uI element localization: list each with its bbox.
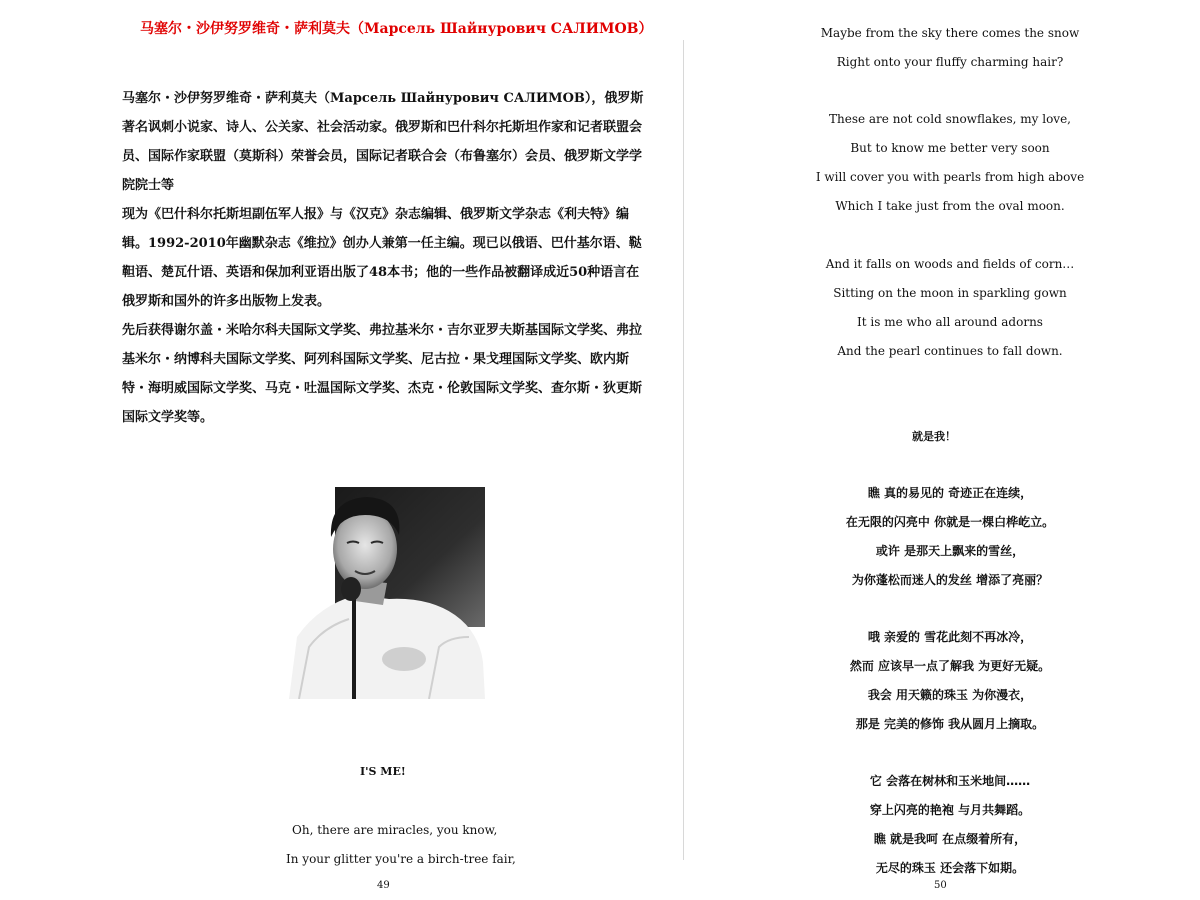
author-biography [122, 84, 647, 432]
page-divider [683, 40, 684, 860]
author-photo [279, 487, 485, 699]
poem-line: Sitting on the moon in sparkling gown [833, 286, 1067, 300]
poem-line: 那是 完美的修饰 我从圆月上摘取。 [855, 717, 1045, 731]
poem-line: And it falls on woods and fields of corn… [825, 257, 1075, 271]
page-number: 50 [934, 880, 947, 891]
bio-paragraph: 马塞尔・沙伊努罗维奇・萨利莫夫（Марсель Шайнурович САЛИМОВ），俄罗斯著名讽刺小说家、诗人、公关家、社会活动家。俄罗斯和巴什科尔托斯坦作家和记者联盟会员、国际作家联盟（莫斯科）荣誉会员，国际记者联合会（布鲁塞尔）会员、俄罗斯文学学院院士等 [122, 91, 644, 193]
poem-stanza [800, 105, 1100, 221]
poem-line: These are not cold snowflakes, my love, [828, 112, 1071, 126]
poem-line: But to know me better very soon [850, 141, 1050, 155]
poem-line: 为你蓬松而迷人的发丝 增添了亮丽？ [851, 573, 1049, 587]
chinese-poem-stanza [785, 767, 1115, 883]
bio-paragraph: 先后获得谢尔盖・米哈尔科夫国际文学奖、弗拉基米尔・吉尔亚罗夫斯基国际文学奖、弗拉基米尔・纳博科夫国际文学奖、阿列科国际文学奖、尼古拉・果戈理国际文学奖、欧内斯特・海明威国际文学奖、马克・吐温国际文学奖、杰克・伦敦国际文学奖、查尔斯・狄更斯国际文学奖等。 [122, 323, 643, 425]
poem-line: And the pearl continues to fall down. [837, 344, 1063, 358]
poem-line: Maybe from the sky there comes the snow [820, 26, 1080, 40]
poem-title: I'S ME! [360, 765, 406, 778]
poem-line: 它 会落在树林和玉米地间…… [869, 774, 1031, 788]
poem-line: 然而 应该早一点了解我 为更好无疑。 [849, 659, 1051, 673]
poem-line: 瞧 就是我呵 在点缀着所有， [873, 832, 1027, 846]
chinese-poem-stanza [785, 479, 1115, 595]
poem-line: Oh, there are miracles, you know, [292, 823, 498, 837]
poem-line: 哦 亲爱的 雪花此刻不再冰冷， [867, 630, 1033, 644]
poem-line: I will cover you with pearls from high above [815, 170, 1085, 184]
poem-line: In your glitter you're a birch-tree fair, [286, 852, 516, 866]
chinese-poem-title: 就是我！ [912, 430, 956, 443]
poem-stanza [800, 19, 1100, 77]
poem-line: 在无限的闪亮中 你就是一棵白桦屹立。 [845, 515, 1055, 529]
bio-paragraph: 现为《巴什科尔托斯坦副伍军人报》与《汉克》杂志编辑、俄罗斯文学杂志《利夫特》编辑。1992-2010年幽默杂志《维拉》创办人兼第一任主编。现已以俄语、巴什基尔语、鞑靼语、楚瓦什语、英语和保加利亚语出版了48本书；他的一些作品被翻译成近50种语言在俄罗斯和国外的许多出版物上发表。 [122, 207, 642, 309]
poem-line: 瞧 真的易见的 奇迹正在连续， [867, 486, 1033, 500]
poem-line: 穿上闪亮的艳袍 与月共舞蹈。 [869, 803, 1031, 817]
poem-line: 或许 是那天上飘来的雪丝， [875, 544, 1025, 558]
poem-line: 无尽的珠玉 还会落下如期。 [875, 861, 1025, 875]
poem-stanza [800, 250, 1100, 366]
chinese-poem-stanza [785, 623, 1115, 739]
poem-line: Right onto your fluffy charming hair? [836, 55, 1064, 69]
poem-line: 我会 用天籁的珠玉 为你漫衣， [867, 688, 1033, 702]
poem-line: Which I take just from the oval moon. [835, 199, 1065, 213]
page-title: 马塞尔・沙伊努罗维奇・萨利莫夫（Марсель Шайнурович САЛИМОВ） [140, 21, 653, 37]
poem-line: It is me who all around adorns [857, 315, 1043, 329]
page-number: 49 [377, 880, 390, 891]
